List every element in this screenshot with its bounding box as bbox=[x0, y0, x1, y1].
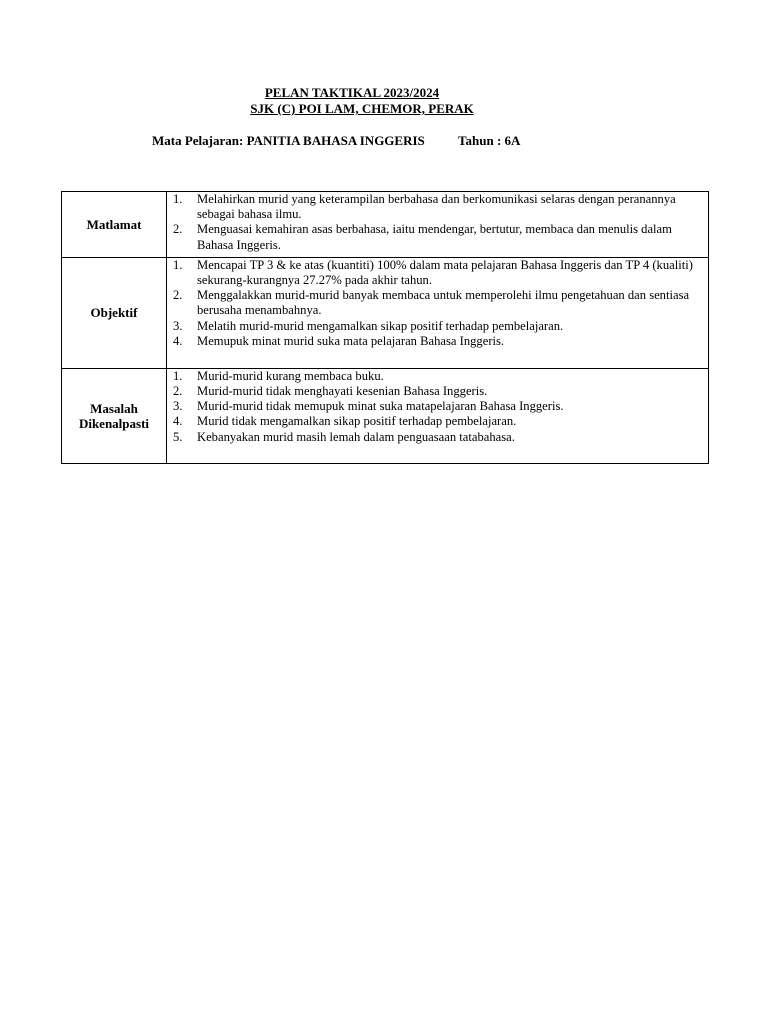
list-item bbox=[171, 192, 704, 222]
list-item-text: Menggalakkan murid-murid banyak membaca untuk memperolehi ilmu pengetahuan dan sentiasa berusaha menambahnya. bbox=[197, 288, 690, 318]
list-item-number: 3. bbox=[173, 399, 183, 414]
list-item-number: 1. bbox=[173, 192, 183, 206]
matlamat-list bbox=[171, 192, 704, 253]
list-item bbox=[171, 399, 704, 414]
masalah-list bbox=[171, 369, 704, 445]
list-item-text: Murid tidak mengamalkan sikap positif terhadap pembelajaran. bbox=[197, 414, 517, 429]
list-item bbox=[171, 222, 704, 252]
list-item-number: 4. bbox=[173, 333, 183, 348]
list-item-text: Murid-murid tidak menghayati kesenian Bahasa Inggeris. bbox=[197, 384, 488, 399]
list-item-text: Murid-murid kurang membaca buku. bbox=[197, 368, 384, 383]
title-line-1: PELAN TAKTIKAL 2023/2024 bbox=[264, 85, 440, 100]
tactical-plan-table bbox=[61, 191, 709, 464]
list-item-number: 1. bbox=[173, 257, 183, 272]
list-item-text: Murid-murid tidak memupuk minat suka matapelajaran Bahasa Inggeris. bbox=[197, 399, 564, 414]
row-label-line-1: Masalah bbox=[90, 400, 138, 416]
list-item bbox=[171, 384, 704, 399]
list-item bbox=[171, 414, 704, 429]
row-label-objektif: Objektif bbox=[62, 257, 167, 368]
year-label: Tahun : 6A bbox=[458, 133, 521, 148]
list-item-text: Menguasai kemahiran asas berbahasa, iaitu mendengar, bertutur, membaca dan menulis dalam Bahasa Inggeris. bbox=[197, 222, 672, 252]
row-content-objektif bbox=[167, 257, 709, 368]
list-item bbox=[171, 369, 704, 384]
title-line-2: SJK (C) POI LAM, CHEMOR, PERAK bbox=[250, 101, 474, 116]
list-item-text: Melatih murid-murid mengamalkan sikap positif terhadap pembelajaran. bbox=[197, 318, 564, 333]
list-item-number: 3. bbox=[173, 318, 183, 333]
subject-label: Mata Pelajaran: PANITIA BAHASA INGGERIS bbox=[152, 133, 425, 148]
list-item-number: 2. bbox=[173, 222, 183, 237]
list-item-text: Melahirkan murid yang keterampilan berbahasa dan berkomunikasi selaras dengan peranannya sebagai bahasa ilmu. bbox=[197, 192, 676, 222]
document-title bbox=[0, 85, 768, 117]
list-item bbox=[171, 430, 704, 445]
list-item-text: Memupuk minat murid suka mata pelajaran Bahasa Inggeris. bbox=[197, 333, 505, 348]
list-item-number: 5. bbox=[173, 429, 183, 444]
table-row-objektif bbox=[62, 257, 709, 368]
table-row-masalah-dikenalpasti bbox=[62, 368, 709, 463]
list-item-text: Kebanyakan murid masih lemah dalam penguasaan tatabahasa. bbox=[197, 429, 515, 444]
row-label-matlamat: Matlamat bbox=[62, 192, 167, 258]
list-item bbox=[171, 334, 704, 349]
list-item-text: Mencapai TP 3 & ke atas (kuantiti) 100% dalam mata pelajaran Bahasa Inggeris dan TP 4 (kualiti) sekurang-kurangnya 27.27% pada akhir tahun. bbox=[197, 257, 693, 288]
list-item bbox=[171, 319, 704, 334]
row-label-masalah-dikenalpasti bbox=[62, 368, 167, 463]
subject-line bbox=[152, 133, 520, 149]
list-item-number: 4. bbox=[173, 414, 183, 429]
row-content-masalah-dikenalpasti bbox=[167, 368, 709, 463]
row-content-matlamat bbox=[167, 192, 709, 258]
row-label-line-2: Dikenalpasti bbox=[78, 415, 150, 431]
list-item-number: 2. bbox=[173, 384, 183, 399]
list-item-number: 2. bbox=[173, 288, 183, 303]
list-item-number: 1. bbox=[173, 368, 183, 383]
list-item bbox=[171, 288, 704, 318]
list-item bbox=[171, 258, 704, 288]
table-row-matlamat bbox=[62, 192, 709, 258]
objektif-list bbox=[171, 258, 704, 349]
